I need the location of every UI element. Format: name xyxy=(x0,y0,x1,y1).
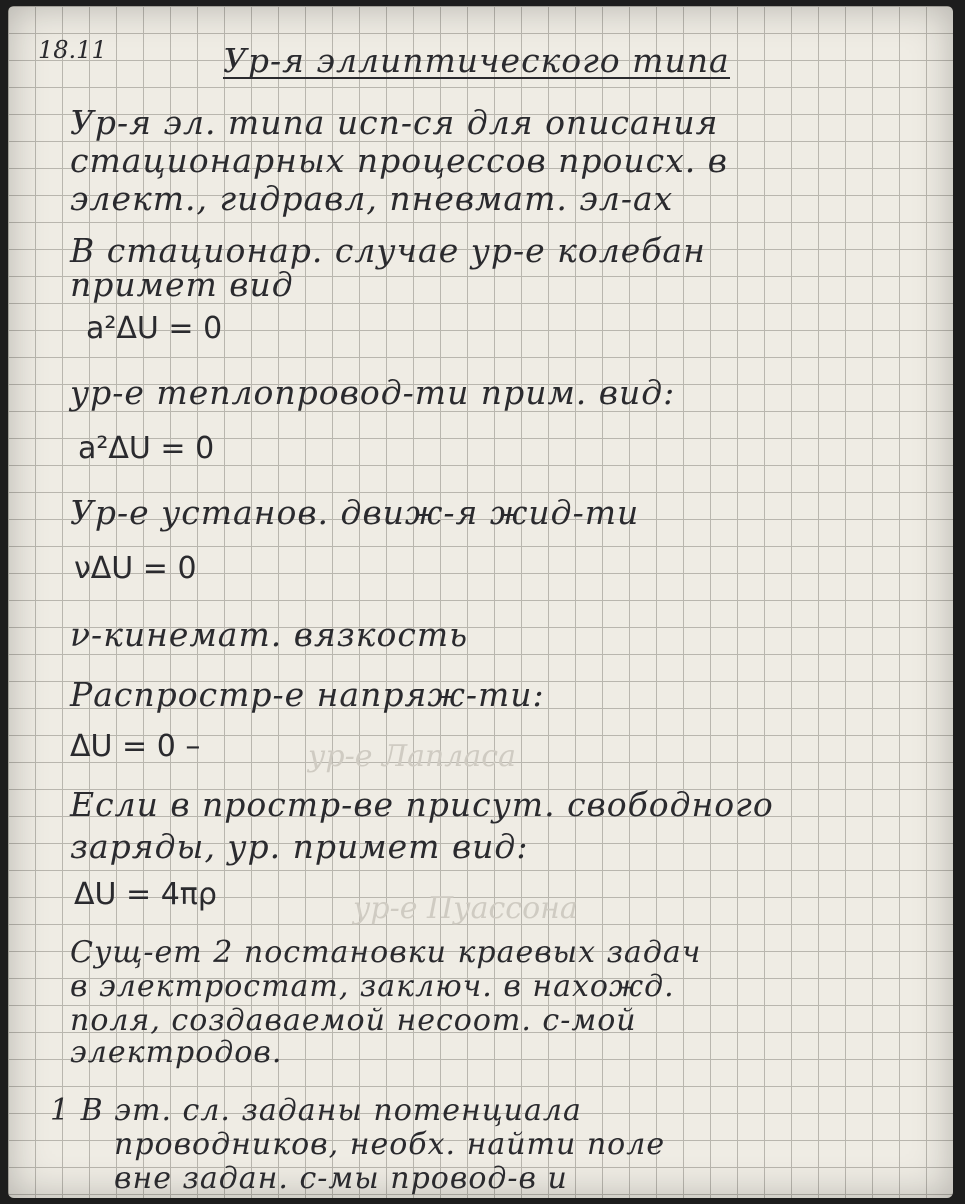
text-line: в электростат, заключ. в нахожд. xyxy=(70,969,675,1004)
text-line: проводников, необх. найти поле xyxy=(114,1127,666,1162)
text-line: вне задан. с-мы провод-в и xyxy=(114,1161,568,1196)
text-line: Если в простр-ве присут. свободного xyxy=(70,785,774,824)
formula: a²ΔU = 0 xyxy=(78,431,215,466)
text-line: элект., гидравл, пневмат. эл-ах xyxy=(70,179,674,218)
notebook-page xyxy=(8,6,953,1198)
formula: ΔU = 4πρ xyxy=(74,877,217,912)
text-line: стационарных процессов происх. в xyxy=(70,141,728,180)
text-line: примет вид xyxy=(70,265,294,304)
date: 18.11 xyxy=(38,36,107,64)
formula: ΔU = 0 – xyxy=(70,729,201,764)
formula: νΔU = 0 xyxy=(74,551,197,586)
text-line: Распростр-е напряж-ти: xyxy=(70,675,545,714)
text-line: электродов. xyxy=(70,1035,283,1070)
text-line: ур-е теплопровод-ти прим. вид: xyxy=(70,373,676,412)
text-line: ν-кинемат. вязкость xyxy=(70,615,469,654)
text-line: Сущ-ет 2 постановки краевых задач xyxy=(70,935,702,970)
text-line: Ур-е установ. движ-я жид-ти xyxy=(70,493,640,532)
formula: a²ΔU = 0 xyxy=(86,311,223,346)
ghost-text: ур-е Лапласа xyxy=(308,739,516,774)
text-line: В стационар. случае ур-е колебан xyxy=(70,231,706,270)
ghost-text: ур-е Пуассона xyxy=(353,891,578,926)
text-line: 1 В эт. сл. заданы потенциала xyxy=(50,1093,582,1128)
text-line: заряды, ур. примет вид: xyxy=(70,827,529,866)
page-title: Ур-я эллиптического типа xyxy=(223,41,730,80)
text-line: поля, создаваемой несоот. с-мой xyxy=(70,1003,637,1038)
text-line: Ур-я эл. типа исп-ся для описания xyxy=(70,103,719,142)
